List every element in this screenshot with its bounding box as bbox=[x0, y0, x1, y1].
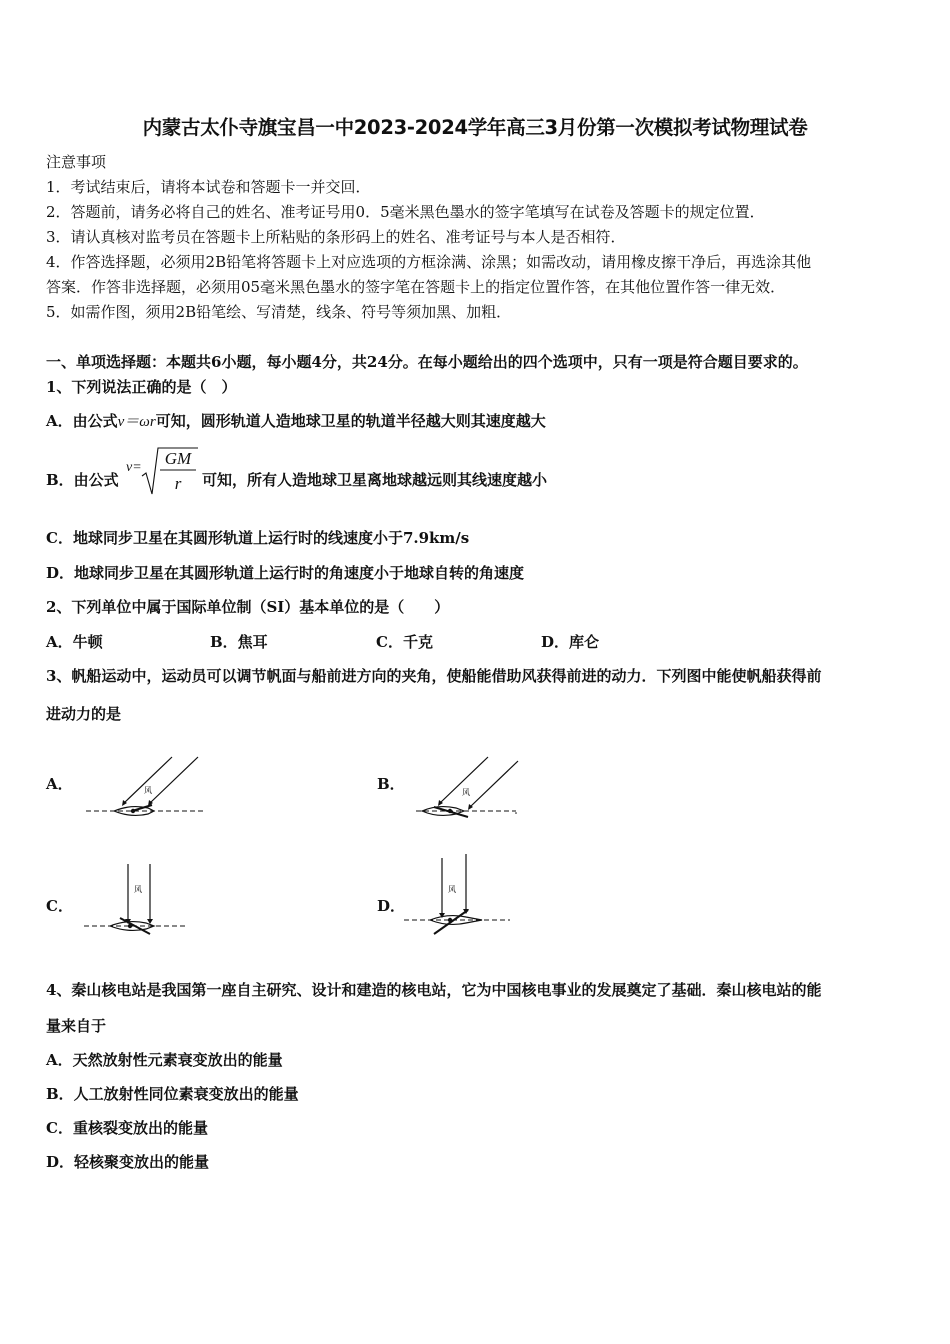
q3-label-b: B． bbox=[377, 775, 405, 793]
exam-title: 内蒙古太仆寺旗宝昌一中2023-2024学年高三3月份第一次模拟考试物理试卷 bbox=[142, 116, 808, 139]
q1-b-text: 可知，所有人造地球卫星离地球越远则其线速度越小 bbox=[202, 471, 548, 489]
q1-a-formula: v＝ωr bbox=[117, 414, 156, 430]
sailboat-figure-b bbox=[412, 755, 532, 825]
q1-a-prefix: A．由公式 bbox=[46, 412, 118, 430]
q2-option-b: B．焦耳 bbox=[210, 633, 268, 651]
q1-option-d: D．地球同步卫星在其圆形轨道上运行时的角速度小于地球自转的角速度 bbox=[46, 564, 525, 582]
notice-item: 5．如需作图，须用2B铅笔绘、写清楚，线条、符号等须加黑、加粗． bbox=[46, 303, 512, 321]
q2-stem: 2、下列单位中属于国际单位制（SI）基本单位的是（ ） bbox=[46, 598, 450, 616]
notice-item: 答案．作答非选择题，必须用05毫米黑色墨水的签字笔在答题卡上的指定位置作答，在其他位置作答一律无效． bbox=[46, 278, 786, 296]
q1-a-text: 可知，圆形轨道人造地球卫星的轨道半径越大则其速度越大 bbox=[155, 412, 546, 430]
notice-item: 4．作答选择题，必须用2B铅笔将答题卡上对应选项的方框涂满、涂黑；如需改动，请用橡皮擦干净后，再选涂其他 bbox=[46, 253, 812, 271]
q1-b-prefix: B．由公式 bbox=[46, 471, 119, 489]
sailboat-figure-c bbox=[84, 862, 204, 942]
q2-option-c: C．千克 bbox=[376, 633, 433, 651]
section-heading: 一、单项选择题：本题共6小题，每小题4分，共24分。在每小题给出的四个选项中，只有一项是符合题目要求的。 bbox=[46, 353, 808, 371]
notice-item: 2．答题前，请务必将自己的姓名、准考证号用0．5毫米黑色墨水的签字笔填写在试卷及答题卡的规定位置． bbox=[46, 203, 765, 221]
q3-label-d: D． bbox=[377, 897, 406, 915]
q4-stem-cont: 量来自于 bbox=[46, 1017, 107, 1035]
q2-option-a: A．牛顿 bbox=[46, 633, 103, 651]
q3-stem: 3、帆船运动中，运动员可以调节帆面与船前进方向的夹角，使船能借助风获得前进的动力．下列图中能使帆船获得前 bbox=[46, 667, 822, 685]
wind-label: 风 bbox=[144, 786, 152, 795]
q1-stem: 1、下列说法正确的是（ ） bbox=[46, 378, 237, 396]
q2-option-d: D．库仑 bbox=[541, 633, 600, 651]
formula-v: v= bbox=[126, 460, 142, 475]
q3-label-a: A． bbox=[46, 775, 73, 793]
q4-stem: 4、秦山核电站是我国第一座自主研究、设计和建造的核电站，它为中国核电事业的发展奠定了基础．秦山核电站的能 bbox=[46, 981, 822, 999]
notice-heading: 注意事项 bbox=[46, 153, 107, 171]
q4-option-a: A．天然放射性元素衰变放出的能量 bbox=[46, 1051, 283, 1069]
q4-option-d: D．轻核聚变放出的能量 bbox=[46, 1153, 210, 1171]
notice-item: 1．考试结束后，请将本试卷和答题卡一并交回． bbox=[46, 178, 371, 196]
q4-option-b: B．人工放射性同位素衰变放出的能量 bbox=[46, 1085, 299, 1103]
formula-denominator: r bbox=[174, 474, 182, 493]
wind-label: 风 bbox=[448, 885, 456, 894]
wind-label: 风 bbox=[134, 885, 142, 894]
q3-label-c: C． bbox=[46, 897, 73, 915]
sailboat-figure-d bbox=[404, 852, 524, 942]
q3-stem-cont: 进动力的是 bbox=[46, 705, 122, 723]
q1-b-formula bbox=[126, 444, 198, 496]
q4-option-c: C．重核裂变放出的能量 bbox=[46, 1119, 208, 1137]
wind-label: 风 bbox=[462, 788, 470, 797]
q1-option-c: C．地球同步卫星在其圆形轨道上运行时的线速度小于7.9km/s bbox=[46, 529, 470, 547]
sailboat-figure-a bbox=[86, 755, 216, 825]
q1-option-b bbox=[46, 470, 119, 490]
q1-option-a bbox=[46, 411, 546, 432]
notice-item: 3．请认真核对监考员在答题卡上所粘贴的条形码上的姓名、准考证号与本人是否相符． bbox=[46, 228, 626, 246]
formula-numerator: GM bbox=[164, 449, 192, 468]
